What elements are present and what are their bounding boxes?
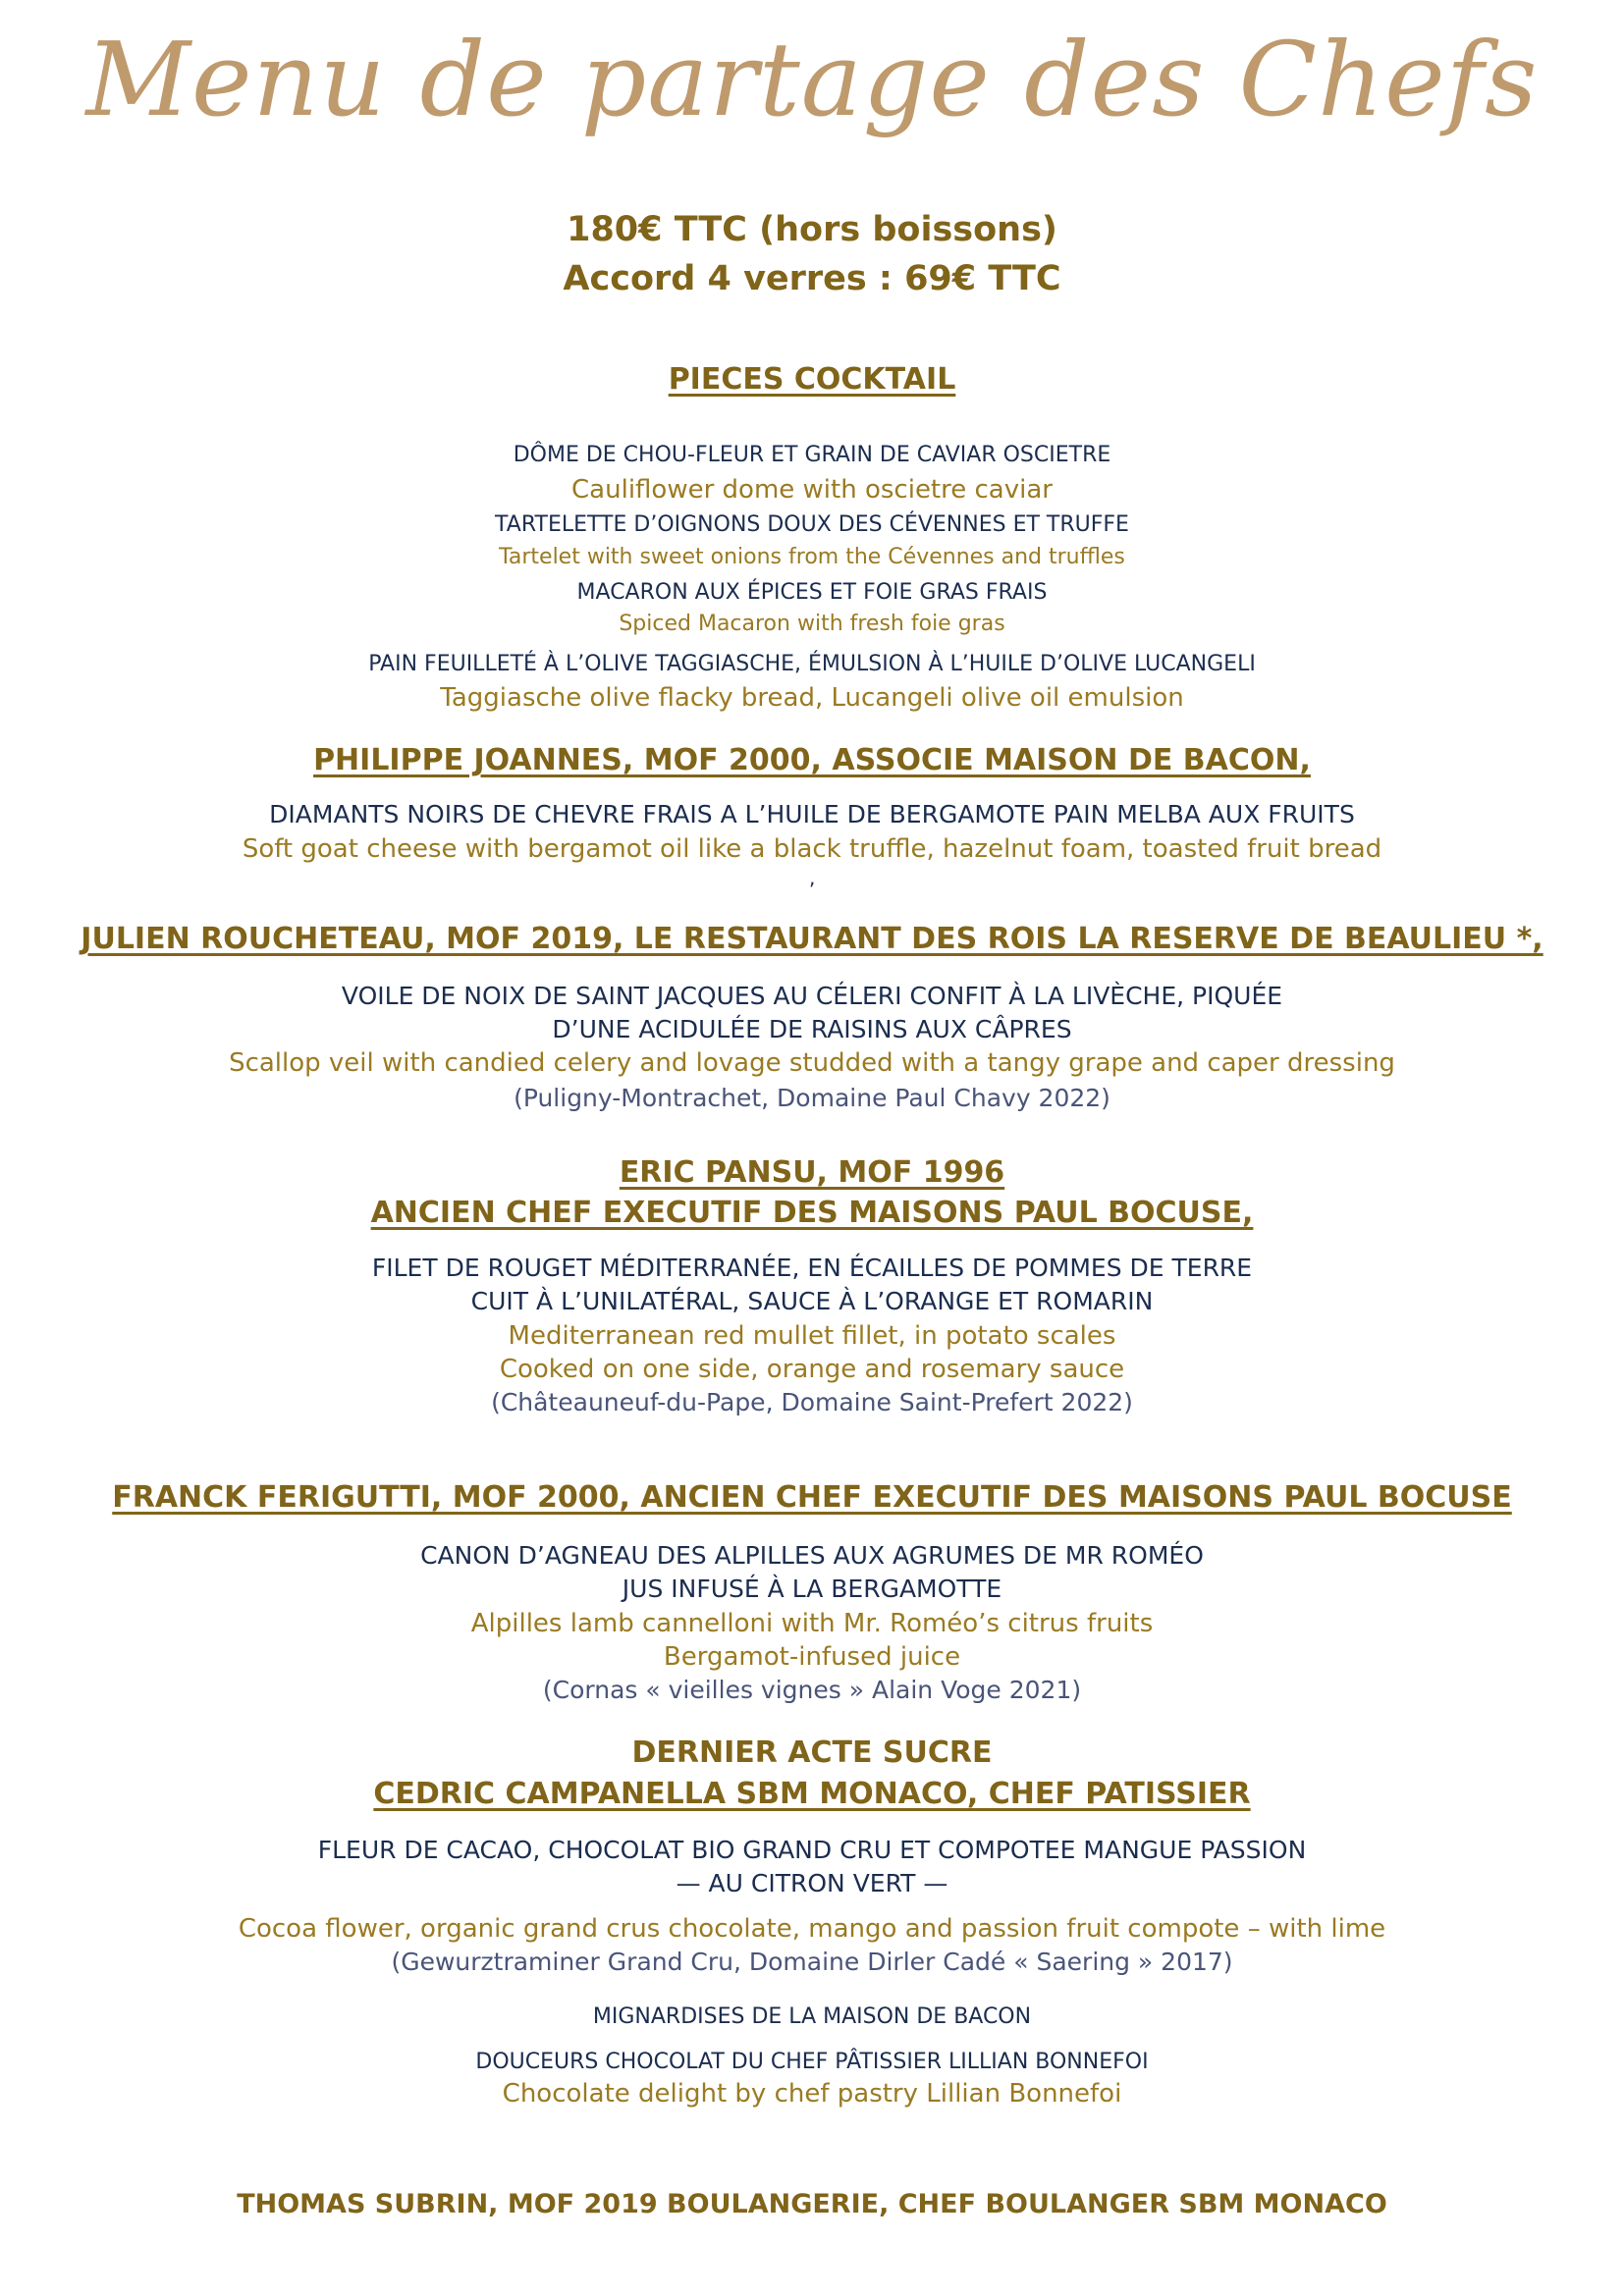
chef-heading: PHILIPPE JOANNES, MOF 2000, ASSOCIE MAISON DE BACON, [313,743,1311,777]
cocktail-item-fr: PAIN FEUILLETÉ À L’OLIVE TAGGIASCHE, ÉMULSION À L’HUILE D’OLIVE LUCANGELI [368,652,1256,676]
cocktail-item-fr: TARTELETTE D’OIGNONS DOUX DES CÉVENNES ET TRUFFE [495,512,1129,537]
dish-en: Cooked on one side, orange and rosemary sauce [499,1355,1125,1384]
dish-en: Scallop veil with candied celery and lovage studded with a tangy grape and caper dressing [229,1048,1395,1078]
dish-fr: JUS INFUSÉ À LA BERGAMOTTE [622,1575,1002,1603]
dish-fr: DIAMANTS NOIRS DE CHEVRE FRAIS A L’HUILE DE BERGAMOTE PAIN MELBA AUX FRUITS [269,800,1355,828]
dish-en: Bergamot-infused juice [663,1642,961,1672]
wine-pairing: (Puligny-Montrachet, Domaine Paul Chavy 2022) [514,1084,1110,1112]
mignardises-line: MIGNARDISES DE LA MAISON DE BACON [592,2004,1032,2029]
dish-fr: — AU CITRON VERT — [676,1869,948,1897]
cocktail-item-en: Spiced Macaron with fresh foie gras [619,612,1005,636]
dish-fr: CUIT À L’UNILATÉRAL, SAUCE À L’ORANGE ET ROMARIN [470,1287,1154,1315]
cocktail-item-en: Tartelet with sweet onions from the Cévennes and truffles [499,545,1125,569]
dish-fr: D’UNE ACIDULÉE DE RAISINS AUX CÂPRES [552,1015,1072,1043]
wine-pairing-price: Accord 4 verres : 69€ TTC [563,259,1061,298]
footer-credit: THOMAS SUBRIN, MOF 2019 BOULANGERIE, CHEF BOULANGER SBM MONACO [237,2189,1387,2219]
price-line: 180€ TTC (hors boissons) [567,210,1057,249]
chef-heading: CEDRIC CAMPANELLA SBM MONACO, CHEF PATISSIER [373,1777,1251,1811]
chef-heading: ERIC PANSU, MOF 1996 [619,1155,1005,1190]
chef-heading: FRANCK FERIGUTTI, MOF 2000, ANCIEN CHEF EXECUTIF DES MAISONS PAUL BOCUSE [112,1480,1512,1515]
dessert-heading: DERNIER ACTE SUCRE [631,1735,993,1770]
wine-pairing: (Châteauneuf-du-Pape, Domaine Saint-Prefert 2022) [491,1388,1133,1416]
cocktail-item-en: Cauliflower dome with oscietre caviar [571,475,1053,505]
dish-en: Mediterranean red mullet fillet, in potato scales [508,1321,1116,1351]
dish-fr: DOUCEURS CHOCOLAT DU CHEF PÂTISSIER LILLIAN BONNEFOI [475,2050,1149,2074]
stray-mark: ‚ [808,866,816,889]
chef-heading: ANCIEN CHEF EXECUTIF DES MAISONS PAUL BOCUSE, [370,1196,1254,1230]
cocktail-item-fr: DÔME DE CHOU-FLEUR ET GRAIN DE CAVIAR OSCIETRE [513,443,1111,467]
dish-en: Soft goat cheese with bergamot oil like a black truffle, hazelnut foam, toasted fruit bread [242,834,1382,864]
dish-en: Chocolate delight by chef pastry Lillian Bonnefoi [502,2079,1122,2109]
dish-en: Cocoa flower, organic grand crus chocolate, mango and passion fruit compote – with lime [238,1914,1386,1944]
cocktail-item-en: Taggiasche olive flacky bread, Lucangeli olive oil emulsion [440,683,1184,713]
wine-pairing: (Gewurztraminer Grand Cru, Domaine Dirler Cadé « Saering » 2017) [391,1948,1233,1976]
dish-fr: CANON D’AGNEAU DES ALPILLES AUX AGRUMES DE MR ROMÉO [420,1541,1204,1570]
cocktail-item-fr: MACARON AUX ÉPICES ET FOIE GRAS FRAIS [576,580,1048,605]
dish-fr: FLEUR DE CACAO, CHOCOLAT BIO GRAND CRU ET COMPOTEE MANGUE PASSION [317,1836,1307,1864]
dish-fr: VOILE DE NOIX DE SAINT JACQUES AU CÉLERI CONFIT À LA LIVÈCHE, PIQUÉE [341,982,1283,1010]
menu-title: Menu de partage des Chefs [85,20,1539,139]
cocktail-heading: PIECES COCKTAIL [668,362,956,397]
dish-fr: FILET DE ROUGET MÉDITERRANÉE, EN ÉCAILLES DE POMMES DE TERRE [371,1254,1253,1282]
dish-en: Alpilles lamb cannelloni with Mr. Roméo’s citrus fruits [470,1609,1154,1638]
wine-pairing: (Cornas « vieilles vignes » Alain Voge 2021) [542,1676,1082,1704]
chef-heading: JULIEN ROUCHETEAU, MOF 2019, LE RESTAURANT DES ROIS LA RESERVE DE BEAULIEU *, [81,922,1543,956]
